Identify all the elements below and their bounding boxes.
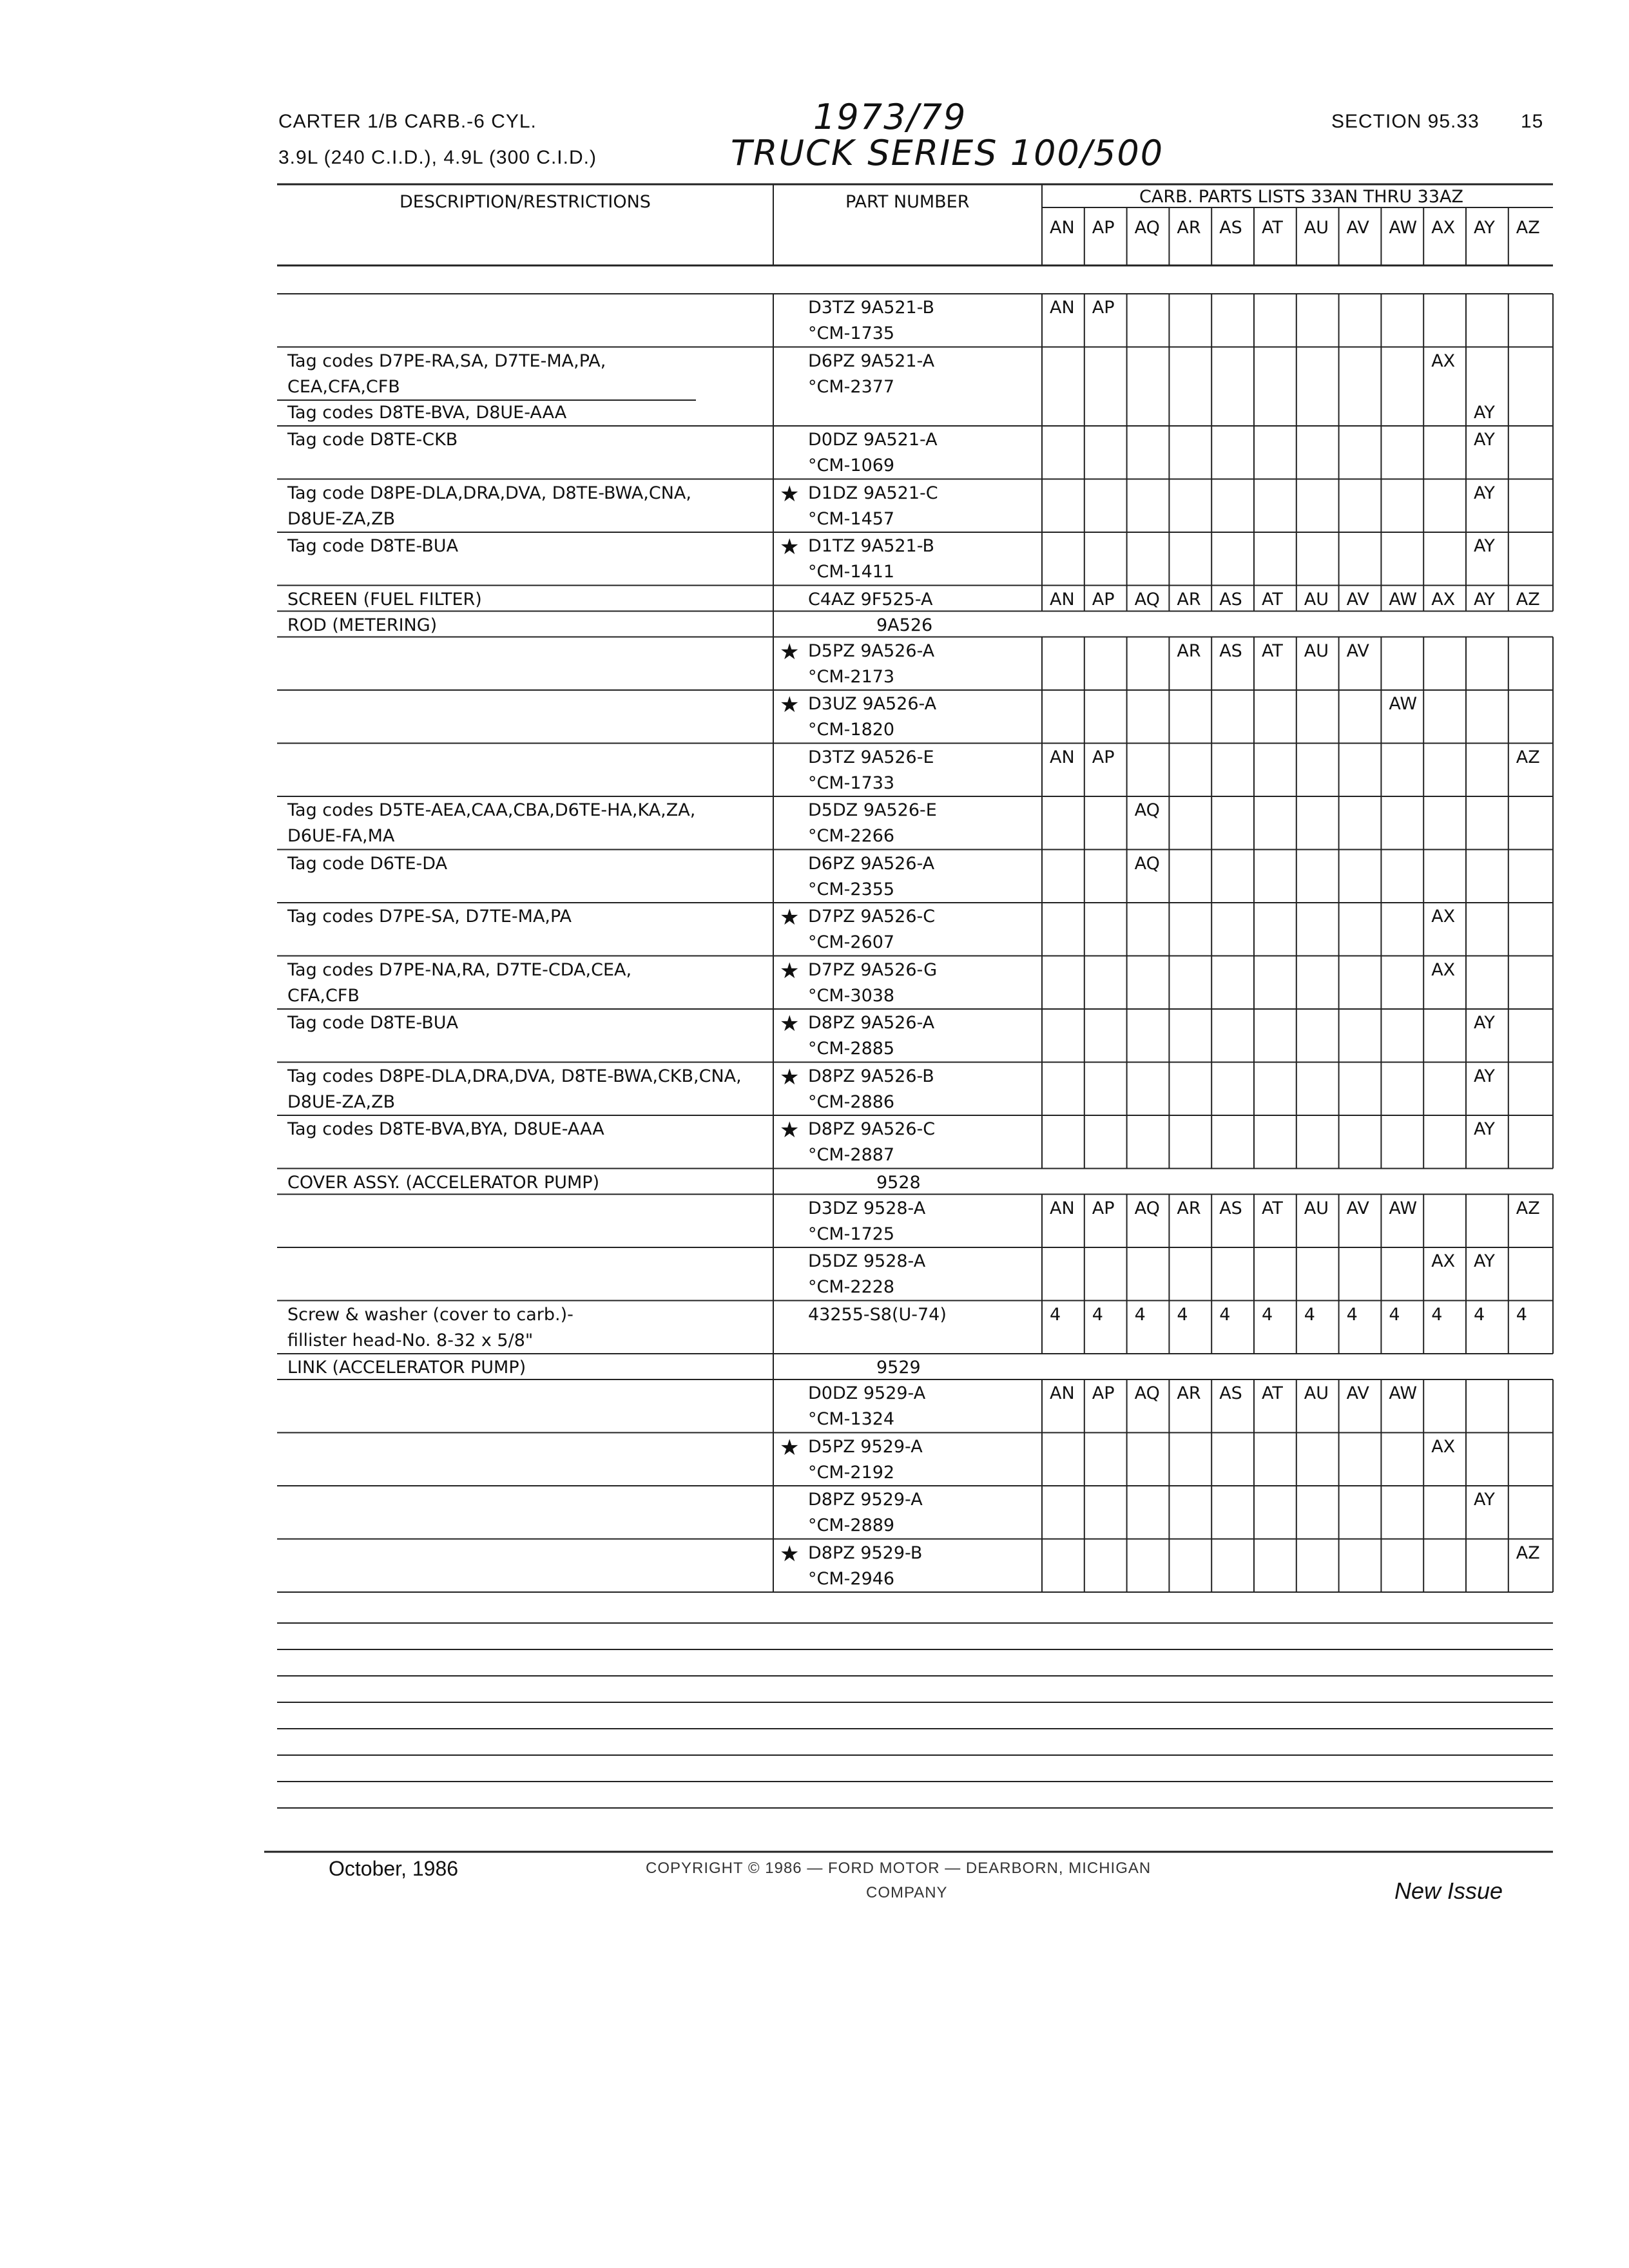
carb-applicability-mark: AN: [1050, 747, 1075, 767]
row-description: Tag codes D7PE-RA,SA, D7TE-MA,PA,: [287, 351, 606, 371]
carb-code-header-ap: AP: [1092, 218, 1115, 238]
carb-applicability-mark: AZ: [1516, 589, 1540, 610]
cross-reference-number: °CM-1324: [808, 1409, 895, 1429]
carb-applicability-mark: 4: [1134, 1304, 1146, 1325]
carb-applicability-mark: AR: [1177, 640, 1201, 661]
row-description: Tag codes D8TE-BVA,BYA, D8UE-AAA: [287, 1119, 604, 1139]
carb-applicability-mark: AW: [1389, 589, 1418, 610]
part-number: D5PZ 9A526-A: [808, 640, 935, 661]
carb-applicability-mark: AZ: [1516, 1542, 1540, 1563]
carb-applicability-mark: AV: [1346, 589, 1369, 610]
carb-applicability-mark: AY: [1474, 1490, 1495, 1510]
carb-applicability-mark: AS: [1219, 589, 1242, 610]
carb-applicability-mark: AR: [1177, 1383, 1201, 1403]
carb-applicability-mark: AS: [1219, 1198, 1242, 1218]
part-number: D5DZ 9528-A: [808, 1251, 926, 1271]
carb-applicability-mark: AQ: [1134, 853, 1160, 874]
carb-applicability-mark: AT: [1262, 589, 1283, 610]
part-number: 9529: [876, 1358, 921, 1378]
carb-applicability-mark: 4: [1050, 1304, 1061, 1325]
carb-code-header-at: AT: [1262, 218, 1283, 238]
carb-applicability-mark: AR: [1177, 589, 1201, 610]
carb-code-header-as: AS: [1219, 218, 1242, 238]
part-number: D1DZ 9A521-C: [808, 483, 938, 503]
carb-applicability-mark: AX: [1431, 351, 1456, 371]
carb-applicability-mark: AN: [1050, 1198, 1075, 1218]
new-part-star-icon: ★: [780, 639, 800, 665]
page-number: 15: [1521, 111, 1544, 132]
carb-applicability-mark: AP: [1092, 1198, 1115, 1218]
part-number: 43255-S8(U-74): [808, 1304, 947, 1325]
carb-applicability-mark: AP: [1092, 298, 1115, 318]
carb-applicability-mark: 4: [1219, 1304, 1231, 1325]
row-description: Tag codes D8TE-BVA, D8UE-AAA: [287, 402, 567, 423]
row-description: D8UE-ZA,ZB: [287, 508, 396, 529]
carb-applicability-mark: 4: [1474, 1304, 1485, 1325]
row-description: ROD (METERING): [287, 615, 438, 635]
new-part-star-icon: ★: [780, 1064, 800, 1090]
carb-applicability-mark: AN: [1050, 298, 1075, 318]
new-part-star-icon: ★: [780, 481, 800, 507]
carb-applicability-mark: AN: [1050, 589, 1075, 610]
new-part-star-icon: ★: [780, 1011, 800, 1037]
carb-applicability-mark: AP: [1092, 1383, 1115, 1403]
cross-reference-number: °CM-2377: [808, 376, 895, 397]
part-number: D7PZ 9A526-G: [808, 959, 938, 980]
part-number: D7PZ 9A526-C: [808, 907, 936, 927]
row-description: Tag code D6TE-DA: [287, 853, 448, 874]
part-number: D5PZ 9529-A: [808, 1436, 923, 1457]
cross-reference-number: °CM-1820: [808, 720, 895, 740]
cross-reference-number: °CM-2607: [808, 932, 895, 952]
carb-applicability-mark: AZ: [1516, 1198, 1540, 1218]
cross-reference-number: °CM-1411: [808, 562, 895, 582]
cross-reference-number: °CM-2885: [808, 1039, 895, 1059]
part-number: D0DZ 9529-A: [808, 1383, 926, 1403]
carb-code-header-ay: AY: [1474, 218, 1495, 238]
carb-applicability-mark: 4: [1262, 1304, 1273, 1325]
carb-applicability-mark: AQ: [1134, 1383, 1160, 1403]
carb-applicability-mark: AY: [1474, 1066, 1495, 1086]
row-description: Tag codes D8PE-DLA,DRA,DVA, D8TE-BWA,CKB,CNA,: [287, 1066, 742, 1086]
truck-series-title: TRUCK SERIES 100/500: [731, 133, 1164, 173]
carb-applicability-mark: AN: [1050, 1383, 1075, 1403]
cross-reference-number: °CM-1725: [808, 1224, 895, 1244]
carb-applicability-mark: AX: [1431, 1436, 1456, 1457]
cross-reference-number: °CM-2886: [808, 1091, 895, 1112]
part-number: 9A526: [876, 615, 933, 635]
carb-code-header-av: AV: [1346, 218, 1369, 238]
engine-displacement: 3.9L (240 C.I.D.), 4.9L (300 C.I.D.): [278, 147, 597, 168]
carb-code-header-au: AU: [1304, 218, 1329, 238]
cross-reference-number: °CM-2192: [808, 1462, 895, 1483]
part-number: D6PZ 9A526-A: [808, 853, 935, 874]
carb-applicability-mark: AZ: [1516, 747, 1540, 767]
carb-applicability-mark: AV: [1346, 1198, 1369, 1218]
part-number: D8PZ 9A526-C: [808, 1119, 936, 1139]
part-number: D3UZ 9A526-A: [808, 694, 937, 714]
cross-reference-number: °CM-3038: [808, 985, 895, 1006]
row-description: Screw & washer (cover to carb.)-: [287, 1304, 574, 1325]
carb-code-header-ar: AR: [1177, 218, 1201, 238]
part-number: D6PZ 9A521-A: [808, 351, 935, 371]
cross-reference-number: °CM-2887: [808, 1145, 895, 1165]
carb-applicability-mark: AY: [1474, 1119, 1495, 1139]
column-header-description: DESCRIPTION/RESTRICTIONS: [400, 192, 651, 212]
part-number: D8PZ 9529-A: [808, 1490, 923, 1510]
carb-applicability-mark: AP: [1092, 747, 1115, 767]
row-description: Tag code D8TE-BUA: [287, 536, 459, 556]
cross-reference-number: °CM-1457: [808, 508, 895, 529]
carb-applicability-mark: AX: [1431, 1251, 1456, 1271]
new-part-star-icon: ★: [780, 905, 800, 930]
carb-applicability-mark: AQ: [1134, 589, 1160, 610]
carb-applicability-mark: AW: [1389, 1383, 1418, 1403]
carb-applicability-mark: 4: [1304, 1304, 1315, 1325]
carb-applicability-mark: AV: [1346, 640, 1369, 661]
row-description: D6UE-FA,MA: [287, 826, 395, 846]
new-part-star-icon: ★: [780, 534, 800, 560]
carb-applicability-mark: AT: [1262, 1383, 1283, 1403]
new-part-star-icon: ★: [780, 1434, 800, 1461]
part-number: D8PZ 9A526-B: [808, 1066, 934, 1086]
carb-applicability-mark: AY: [1474, 1251, 1495, 1271]
row-description: D8UE-ZA,ZB: [287, 1091, 396, 1112]
carb-applicability-mark: 4: [1092, 1304, 1103, 1325]
carb-applicability-mark: AS: [1219, 1383, 1242, 1403]
carb-applicability-mark: AY: [1474, 402, 1495, 423]
carb-code-header-aw: AW: [1389, 218, 1418, 238]
carb-applicability-mark: AW: [1389, 1198, 1418, 1218]
row-description: Tag code D8TE-CKB: [287, 430, 458, 450]
carb-applicability-mark: 4: [1431, 1304, 1443, 1325]
cross-reference-number: °CM-1735: [808, 323, 895, 343]
row-description: Tag codes D5TE-AEA,CAA,CBA,D6TE-HA,KA,ZA,: [287, 800, 696, 820]
carb-applicability-mark: AT: [1262, 640, 1283, 661]
carb-code-header-aq: AQ: [1134, 218, 1160, 238]
carb-applicability-mark: AU: [1304, 1383, 1329, 1403]
new-part-star-icon: ★: [780, 1117, 800, 1143]
carb-applicability-mark: AV: [1346, 1383, 1369, 1403]
cross-reference-number: °CM-1733: [808, 773, 895, 793]
copyright-company: COMPANY: [866, 1884, 948, 1901]
carb-title: CARTER 1/B CARB.-6 CYL.: [278, 111, 537, 132]
year-range: 1973/79: [813, 97, 967, 137]
carb-applicability-mark: AY: [1474, 589, 1495, 610]
carb-applicability-mark: AY: [1474, 1013, 1495, 1033]
cross-reference-number: °CM-2266: [808, 826, 895, 846]
part-number: 9528: [876, 1172, 921, 1193]
carb-applicability-mark: AX: [1431, 907, 1456, 927]
part-number: D3TZ 9A526-E: [808, 747, 934, 767]
copyright-notice: COPYRIGHT © 1986 — FORD MOTOR — DEARBORN, MICHIGAN: [646, 1860, 1152, 1877]
carb-code-header-ax: AX: [1431, 218, 1456, 238]
carb-applicability-mark: 4: [1389, 1304, 1400, 1325]
part-number: D1TZ 9A521-B: [808, 536, 935, 556]
cross-reference-number: °CM-2355: [808, 879, 895, 899]
part-number: D0DZ 9A521-A: [808, 430, 938, 450]
row-description: fillister head-No. 8-32 x 5/8": [287, 1330, 534, 1350]
carb-applicability-mark: AQ: [1134, 1198, 1160, 1218]
carb-code-header-an: AN: [1050, 218, 1075, 238]
new-part-star-icon: ★: [780, 692, 800, 718]
carb-applicability-mark: AX: [1431, 589, 1456, 610]
cross-reference-number: °CM-1069: [808, 456, 895, 476]
column-header-part-number: PART NUMBER: [845, 192, 970, 212]
carb-code-header-az: AZ: [1516, 218, 1540, 238]
issue-date: October, 1986: [329, 1857, 459, 1880]
issue-status: New Issue: [1394, 1878, 1503, 1904]
row-description: Tag codes D7PE-NA,RA, D7TE-CDA,CEA,: [287, 959, 632, 980]
carb-applicability-mark: AR: [1177, 1198, 1201, 1218]
carb-applicability-mark: 4: [1177, 1304, 1188, 1325]
part-number: D8PZ 9A526-A: [808, 1013, 935, 1033]
row-description: CFA,CFB: [287, 985, 360, 1006]
part-number: D3DZ 9528-A: [808, 1198, 926, 1218]
cross-reference-number: °CM-2889: [808, 1515, 895, 1535]
row-description: Tag codes D7PE-SA, D7TE-MA,PA: [287, 907, 572, 927]
section-number: SECTION 95.33: [1331, 111, 1480, 132]
column-header-carb-lists: CARB. PARTS LISTS 33AN THRU 33AZ: [1139, 187, 1463, 207]
carb-applicability-mark: AT: [1262, 1198, 1283, 1218]
row-description: Tag code D8PE-DLA,DRA,DVA, D8TE-BWA,CNA,: [287, 483, 691, 503]
carb-applicability-mark: AP: [1092, 589, 1115, 610]
carb-applicability-mark: AX: [1431, 959, 1456, 980]
row-description: SCREEN (FUEL FILTER): [287, 589, 482, 610]
part-number: D8PZ 9529-B: [808, 1542, 923, 1563]
carb-applicability-mark: 4: [1346, 1304, 1358, 1325]
carb-applicability-mark: AY: [1474, 536, 1495, 556]
new-part-star-icon: ★: [780, 957, 800, 984]
carb-applicability-mark: AU: [1304, 589, 1329, 610]
cross-reference-number: °CM-2946: [808, 1568, 895, 1589]
carb-applicability-mark: AY: [1474, 483, 1495, 503]
part-number: C4AZ 9F525-A: [808, 589, 933, 610]
carb-applicability-mark: AY: [1474, 430, 1495, 450]
carb-applicability-mark: 4: [1516, 1304, 1527, 1325]
carb-applicability-mark: AS: [1219, 640, 1242, 661]
carb-applicability-mark: AQ: [1134, 800, 1160, 820]
carb-applicability-mark: AW: [1389, 694, 1418, 714]
row-description: Tag code D8TE-BUA: [287, 1013, 459, 1033]
cross-reference-number: °CM-2173: [808, 666, 895, 687]
row-description: LINK (ACCELERATOR PUMP): [287, 1358, 526, 1378]
carb-applicability-mark: AU: [1304, 1198, 1329, 1218]
cross-reference-number: °CM-2228: [808, 1277, 895, 1297]
part-number: D5DZ 9A526-E: [808, 800, 937, 820]
new-part-star-icon: ★: [780, 1541, 800, 1567]
row-description: CEA,CFA,CFB: [287, 376, 400, 397]
carb-applicability-mark: AU: [1304, 640, 1329, 661]
row-description: COVER ASSY. (ACCELERATOR PUMP): [287, 1172, 600, 1193]
part-number: D3TZ 9A521-B: [808, 298, 935, 318]
